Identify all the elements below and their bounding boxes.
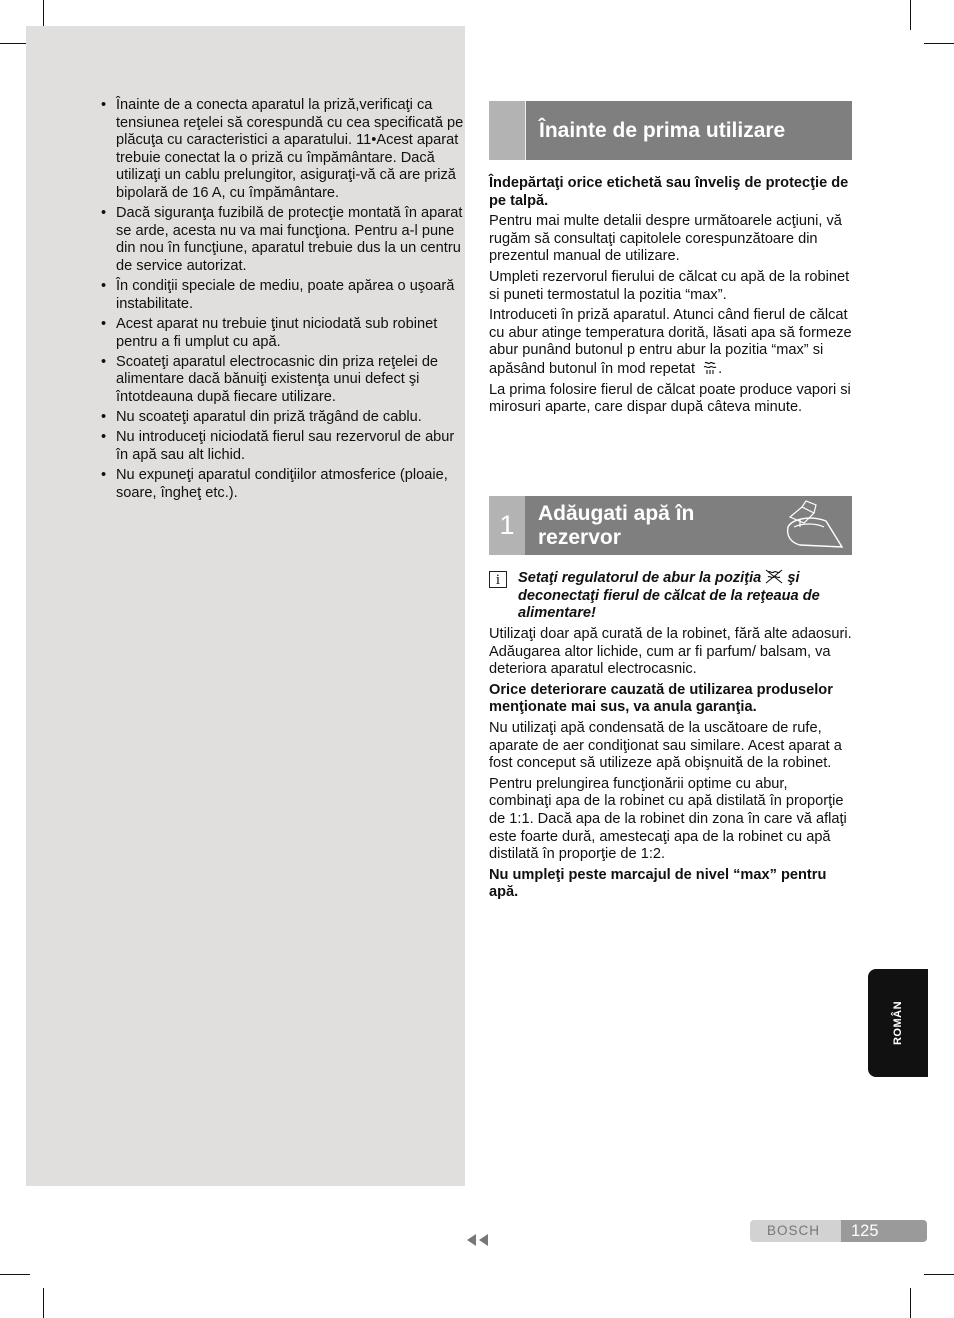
note-text-part: şi deconectaţi fierul de călcat de la reţeaua de alimentare! [518, 570, 820, 622]
note-text-part: Setaţi regulatorul de abur la poziţia [518, 570, 762, 586]
list-item: • Nu introduceţi niciodată fierul sau rezervorul de abur în apă sau alt lichid. [100, 429, 466, 464]
paragraph: Pentru mai multe detalii despre următoarele acţiuni, vă rugăm să consultaţi capitolele corespunzătoare din prezentul manual de utilizare. [489, 213, 842, 265]
bold-paragraph: Nu umpleţi peste marcajul de nivel “max” pentru apă. [489, 866, 827, 901]
section-number-box [489, 101, 526, 160]
list-item: • Nu expuneţi aparatul condiţiilor atmosferice (ploaie, soare, îngheţ etc.). [100, 467, 466, 502]
crop-mark [910, 1288, 911, 1318]
section-title: Înainte de prima utilizare [539, 118, 786, 142]
paragraph: Utilizaţi doar apă curată de la robinet, fără alte adaosuri. Adăugarea altor lichide, cum ar fi parfum/ balsam, va deteriora aparatul electrocasnic. [489, 626, 852, 678]
paragraph: Umpleti rezervorul fierului de călcat cu apă de la robinet si puneti termostatul la pozitia “max”. [489, 268, 850, 303]
iron-filling-icon [780, 497, 850, 553]
info-note-text [518, 569, 853, 623]
paragraph-end: . [718, 360, 723, 377]
list-item: • Nu scoateţi aparatul din priză trăgând de cablu. [100, 409, 466, 427]
paragraph-text: Introduceti în priză aparatul. Atunci când fierul de călcat cu abur atinge temperatura dorită, lăsati apa să formeze abur punând butonul p entru abur la pozitia “max” si apăsând butonul în mod repetat [489, 307, 852, 377]
steam-off-icon [765, 569, 783, 584]
list-item: • Înainte de a conecta aparatul la priză,verificaţi ca tensiunea reţelei să corespundă cu cea specificată pe plăcuţa cu caracteristici a aparatului. 11•Acest aparat trebuie conectat la o priză cu împământare. Dacă utilizaţi un cablu prelungitor, asiguraţi-vă că are priză bipolară de 16 A, cu împământare. [100, 97, 466, 203]
list-item: • În condiţii speciale de mediu, poate apărea o uşoară instabilitate. [100, 278, 466, 313]
section-number: 1 [489, 496, 525, 555]
page-number: 125 [841, 1220, 927, 1242]
section-header-add-water [489, 496, 852, 555]
section-header-first-use [489, 101, 852, 160]
language-label: ROMÂN [892, 1000, 904, 1046]
bold-paragraph: Orice deteriorare cauzată de utilizarea produselor menţionate mai sus, va anula garanţia. [489, 681, 833, 716]
section-title: Adăugati apă în rezervor [538, 501, 695, 549]
list-item: • Acest aparat nu trebuie ţinut niciodată sub robinet pentru a fi umplut cu apă. [100, 316, 466, 351]
crop-mark [43, 1288, 44, 1318]
list-item: • Dacă siguranţa fuzibilă de protecţie montată în aparat se arde, acesta nu va mai funcţiona. Pentru a-l pune din nou în funcţiune, aparatul trebuie dus la un centru de service autorizat. [100, 205, 466, 275]
bold-intro: Îndepărtaţi orice etichetă sau înveliş de protecţie de pe talpă. [489, 175, 849, 209]
info-icon: i [489, 571, 507, 588]
language-tab [868, 969, 928, 1077]
first-use-text [489, 175, 853, 420]
crop-mark [924, 1274, 954, 1275]
paragraph: La prima folosire fierul de călcat poate produce vapori si mirosuri aparte, care dispar după câteva minute. [489, 381, 851, 416]
brand-label: BOSCH [767, 1223, 821, 1238]
crop-mark [0, 1274, 30, 1275]
steam-burst-icon [702, 360, 718, 375]
crop-mark [910, 0, 911, 30]
footer [750, 1220, 927, 1242]
safety-list [100, 97, 466, 505]
crop-mark [924, 43, 954, 44]
paragraph: Nu utilizaţi apă condensată de la uscătoare de rufe, aparate de aer condiţionat sau similare. Acest aparat a fost conceput să utilizeze apă obişnuită de la robinet. [489, 719, 842, 772]
info-note [489, 569, 853, 623]
list-item: • Scoateţi aparatul electrocasnic din priza reţelei de alimentare dacă bănuiţi existenţa unui defect şi întotdeauna după fiecare utilizare. [100, 354, 466, 407]
paragraph: Pentru prelungirea funcţionării optime cu abur, combinaţi apa de la robinet cu apă distilată în proporţie de 1:1. Dacă apa de la robinet din zona în care vă aflaţi este foarte dură, amestecaţi apa de la robinet cu apă distilată în proporţie de 1:2. [489, 775, 847, 863]
paragraph [489, 307, 853, 378]
add-water-text [489, 626, 853, 905]
back-arrows-icon [466, 1233, 490, 1247]
